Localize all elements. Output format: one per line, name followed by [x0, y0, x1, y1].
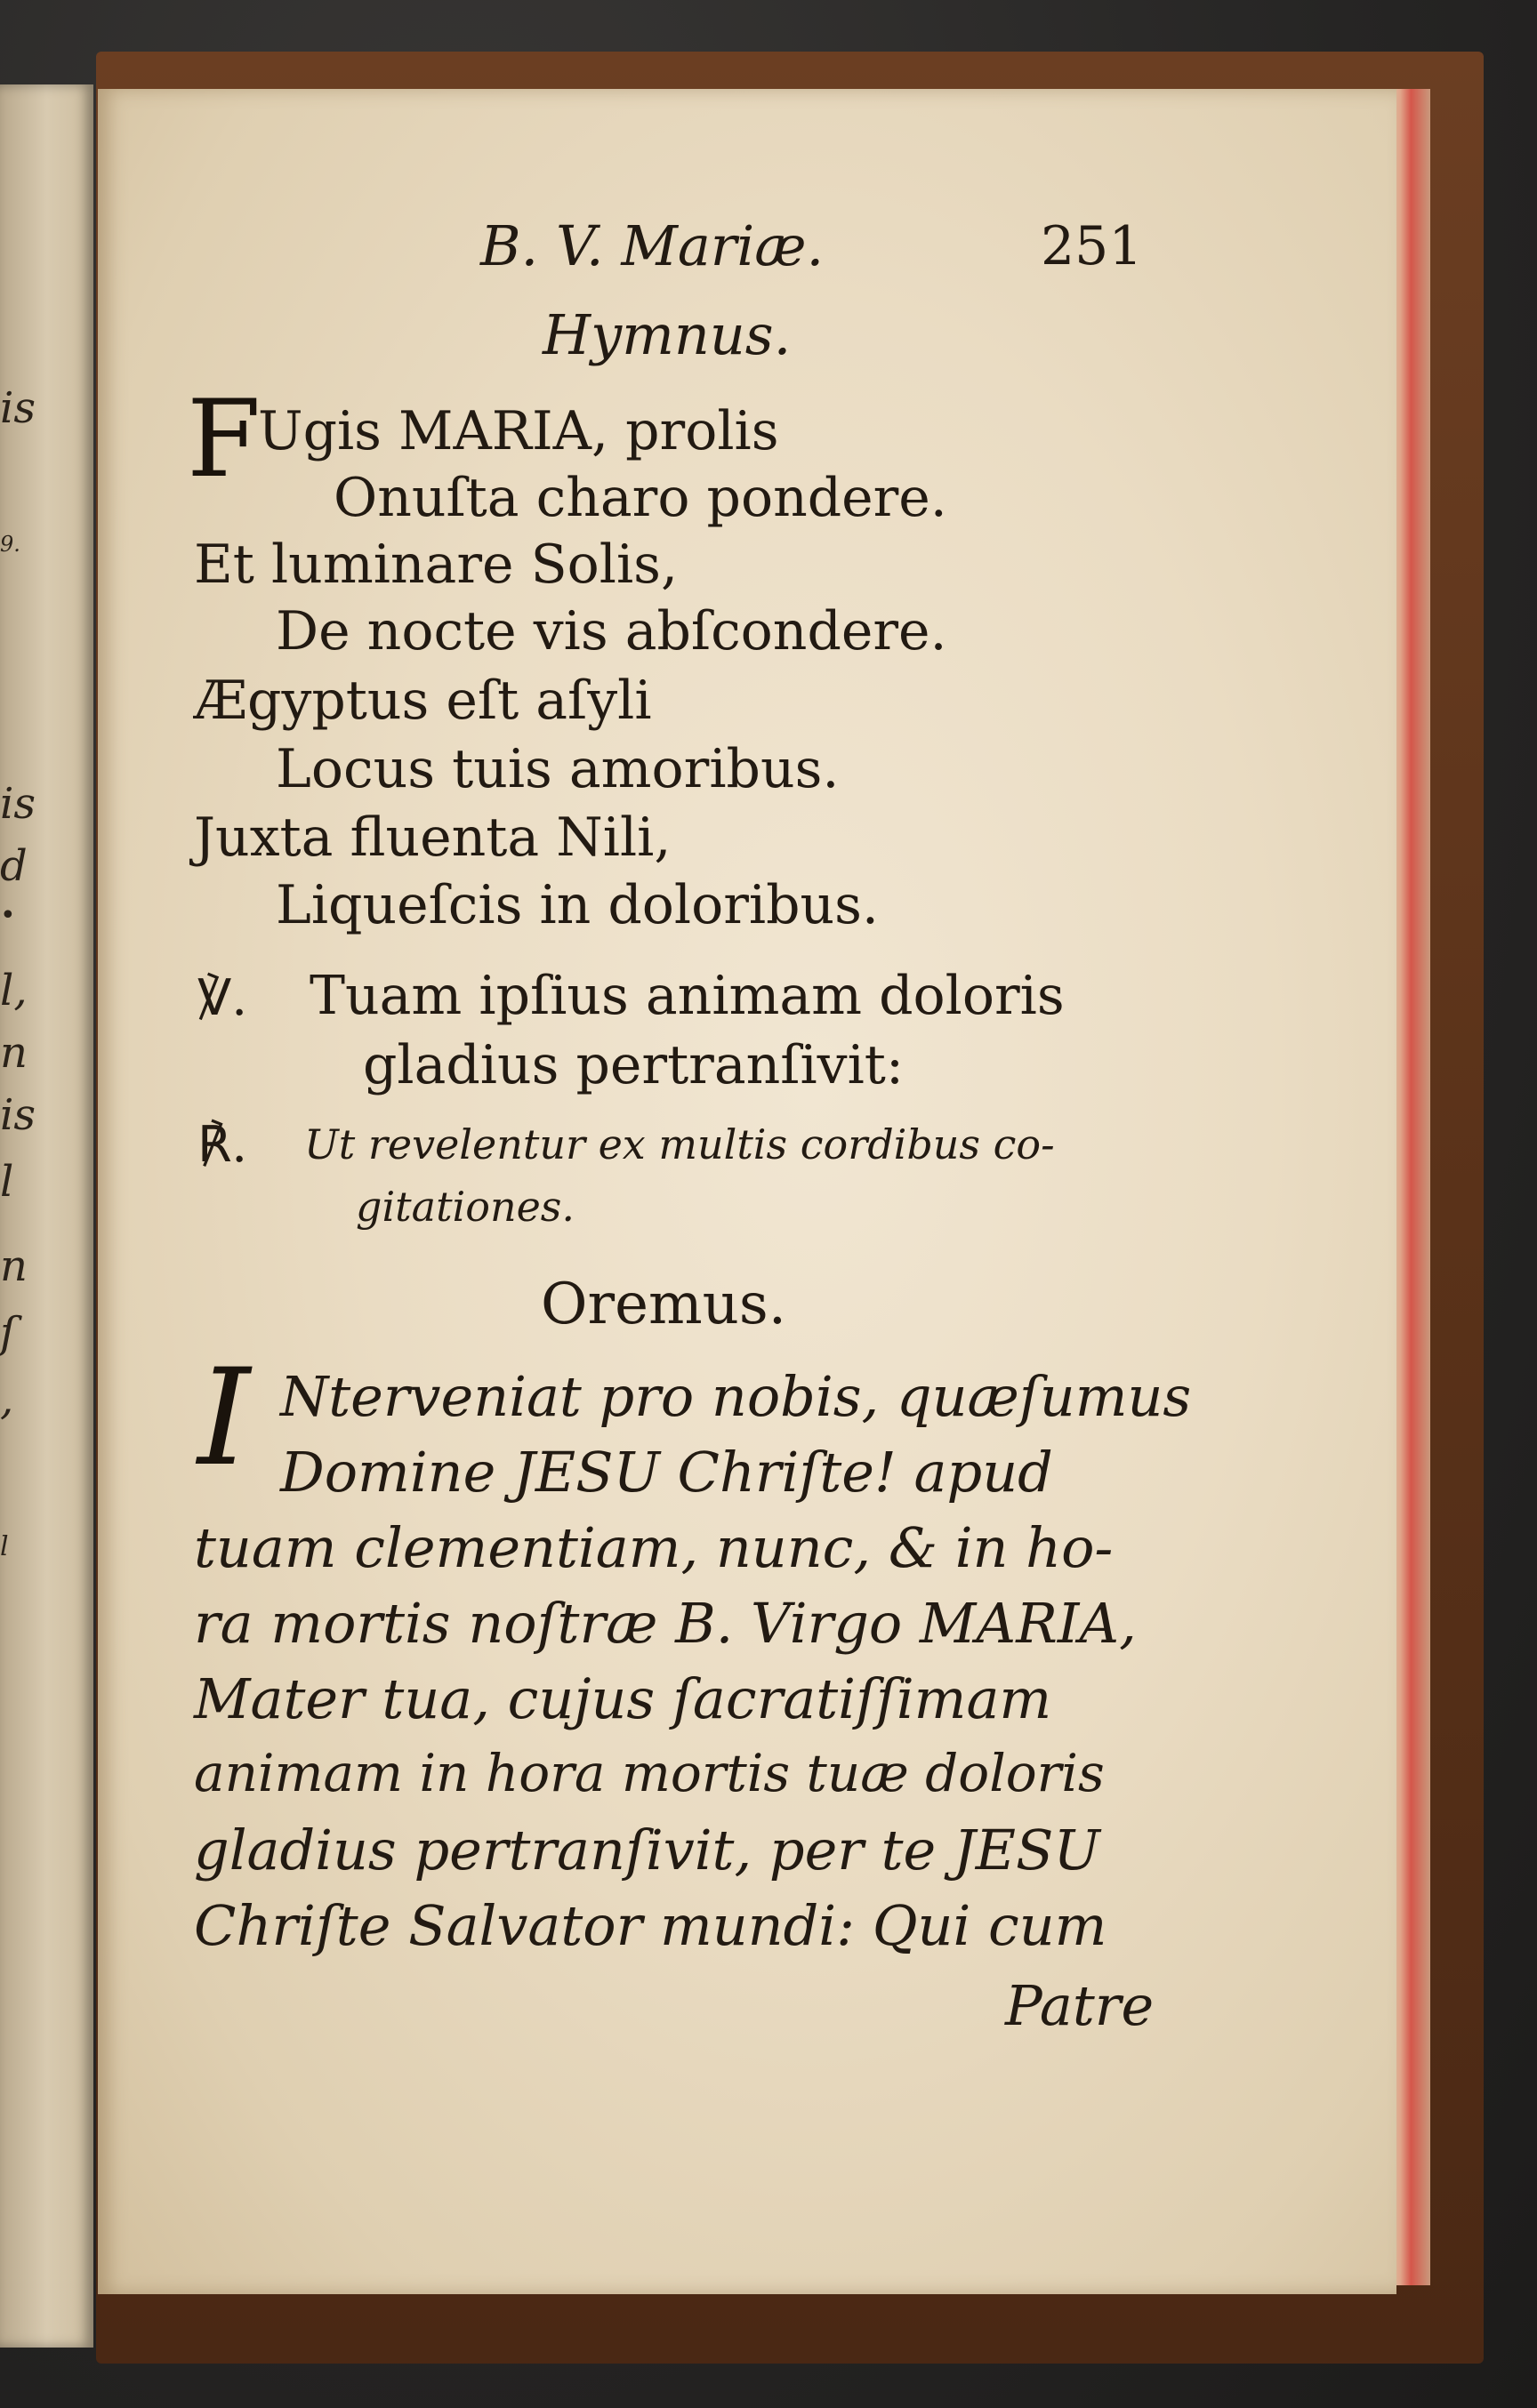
- hymn-heading: Hymnus.: [543, 302, 792, 367]
- prayer-line: Domine JESU Chriſte! apud: [280, 1440, 1053, 1505]
- prayer-line: animam in hora mortis tuæ doloris: [194, 1743, 1105, 1803]
- running-head-title: B. V. Mariæ.: [480, 213, 825, 278]
- margin-glyph: 9.: [0, 532, 20, 557]
- versicle-line: Tuam ipſius animam doloris: [310, 965, 1065, 1027]
- hymn-line: Juxta fluenta Nili,: [194, 807, 672, 869]
- margin-glyph: •: [0, 900, 16, 931]
- margin-glyph: d: [0, 841, 28, 891]
- prayer-line: tuam clementiam, nunc, & in ho-: [194, 1515, 1114, 1580]
- margin-glyph: is: [0, 779, 36, 829]
- book-page: [98, 89, 1396, 2294]
- prayer-line: gladius pertranſivit, per te JESU: [194, 1818, 1100, 1882]
- hymn-dropcap: F: [187, 378, 262, 502]
- margin-glyph: is: [0, 1090, 36, 1140]
- prayer-line: Nterveniat pro nobis, quæſumus: [280, 1364, 1192, 1429]
- oremus-heading: Oremus.: [541, 1272, 787, 1337]
- margin-glyph: l: [0, 1157, 14, 1207]
- hymn-line: Et luminare Solis,: [194, 534, 679, 596]
- response-line: Ut revelentur ex multis cordibus co-: [304, 1120, 1055, 1168]
- prayer-line: Mater tua, cujus ſacratiſſimam: [194, 1666, 1052, 1731]
- hymn-line: De nocte vis abſcondere.: [276, 600, 947, 662]
- margin-glyph: n: [0, 1241, 28, 1291]
- margin-glyph: n: [0, 1028, 28, 1078]
- hymn-line: Locus tuis amoribus.: [276, 738, 840, 800]
- versicle-symbol: ℣.: [197, 969, 248, 1027]
- hymn-line: Ægyptus eſt aſyli: [194, 670, 652, 732]
- margin-glyph: l: [0, 1531, 9, 1562]
- oremus-dropcap: I: [197, 1341, 251, 1496]
- response-symbol: ℟.: [197, 1116, 248, 1174]
- prayer-line: ra mortis noſtræ B. Virgo MARIA,: [194, 1591, 1137, 1656]
- margin-glyph: ſ: [0, 1308, 16, 1358]
- hymn-line: Liqueſcis in doloribus.: [276, 874, 879, 936]
- response-line: gitationes.: [356, 1183, 575, 1231]
- margin-glyph: is: [0, 383, 36, 433]
- page-number: 251: [1041, 215, 1143, 277]
- versicle-line: gladius pertranſivit:: [363, 1034, 905, 1096]
- catchword: Patre: [1005, 1973, 1155, 2038]
- hymn-line: Ugis MARIA, prolis: [258, 400, 779, 462]
- margin-glyph: l,: [0, 966, 28, 1015]
- margin-glyph: ,: [0, 1375, 14, 1425]
- hymn-line: Onuſta charo pondere.: [334, 467, 947, 529]
- facing-page-edge: [0, 84, 93, 2348]
- prayer-line: Chriſte Salvator mundi: Qui cum: [194, 1893, 1107, 1958]
